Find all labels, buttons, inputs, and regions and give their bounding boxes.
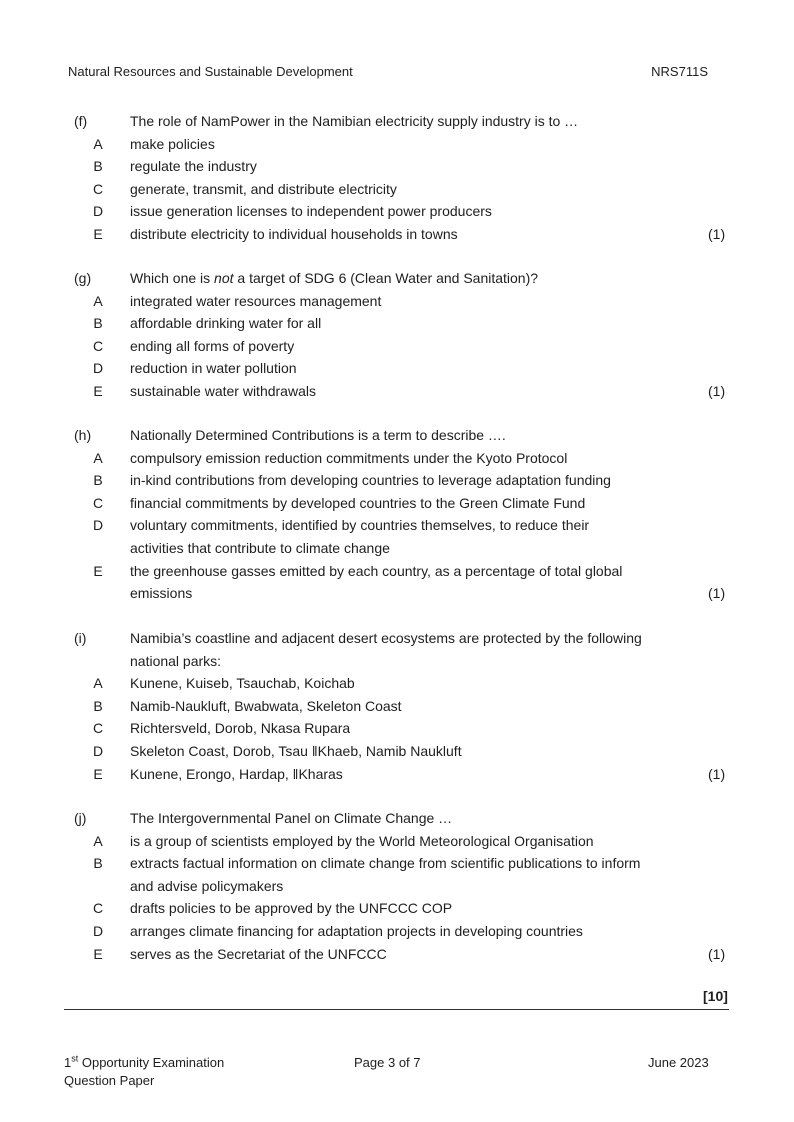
question-j: [0, 807, 794, 965]
option-e-continued: [0, 582, 794, 605]
option-a: [0, 672, 794, 695]
question-label: (h): [74, 427, 92, 443]
option-d: [0, 200, 794, 223]
option-letter: A: [93, 292, 103, 309]
question-stem: [0, 424, 794, 447]
option-text: drafts policies to be approved by the UNFCCC COP: [130, 900, 453, 917]
footer-date: June 2023: [648, 1055, 709, 1070]
option-text: sustainable water withdrawals: [130, 382, 316, 399]
option-text: emissions: [130, 585, 193, 602]
stem-line: national parks:: [130, 652, 222, 669]
option-e: [0, 223, 794, 246]
option-c: [0, 178, 794, 201]
option-letter: D: [92, 922, 104, 939]
marks: (1): [708, 585, 726, 602]
question-g: [0, 267, 794, 403]
question-label: (f): [74, 113, 88, 129]
option-letter: E: [93, 562, 103, 579]
option-text: voluntary commitments, identified by countries themselves, to reduce their: [130, 517, 590, 534]
option-letter: D: [92, 360, 104, 377]
stem-line: The Intergovernmental Panel on Climate Change …: [130, 810, 453, 826]
option-letter: E: [93, 225, 103, 242]
option-text: the greenhouse gasses emitted by each country, as a percentage of total global: [130, 562, 623, 579]
question-stem: [0, 267, 794, 290]
exam-number: 1: [64, 1055, 72, 1070]
option-text: compulsory emission reduction commitments under the Kyoto Protocol: [130, 449, 568, 466]
option-text: in-kind contributions from developing countries to leverage adaptation funding: [130, 472, 611, 489]
option-b: [0, 695, 794, 718]
question-stem: [0, 807, 794, 830]
marks: (1): [708, 225, 726, 242]
stem-part: Which one is: [130, 270, 215, 286]
option-b: [0, 155, 794, 178]
option-c: [0, 335, 794, 358]
option-letter: A: [93, 832, 103, 849]
option-e: [0, 763, 794, 786]
option-text: is a group of scientists employed by the World Meteorological Organisation: [130, 832, 594, 849]
question-stem-continued: [0, 650, 794, 673]
option-letter: B: [93, 855, 103, 872]
option-text: activities that contribute to climate change: [130, 539, 390, 556]
option-c: [0, 897, 794, 920]
stem-part: a target of SDG 6 (Clean Water and Sanitation)?: [233, 270, 539, 286]
question-f: [0, 110, 794, 246]
option-d: [0, 514, 794, 537]
question-label: (j): [74, 810, 87, 826]
stem-emphasis: not: [214, 270, 234, 286]
option-d-continued: [0, 537, 794, 560]
question-label: (g): [74, 270, 92, 286]
option-e: [0, 560, 794, 583]
option-text: Kunene, Erongo, Hardap, ǁKharas: [130, 765, 343, 782]
marks: (1): [708, 382, 726, 399]
option-letter: D: [92, 742, 104, 759]
exam-name: Opportunity Examination: [78, 1055, 225, 1070]
option-letter: B: [93, 315, 103, 332]
divider: [64, 1009, 729, 1010]
option-c: [0, 717, 794, 740]
stem-line: [130, 267, 538, 290]
option-text: Skeleton Coast, Dorob, Tsau ǁKhaeb, Namib Naukluft: [130, 742, 462, 759]
footer-exam: [64, 1054, 224, 1090]
stem-line: Nationally Determined Contributions is a term to describe ….: [130, 427, 506, 443]
question-label: (i): [74, 630, 87, 646]
option-letter: A: [93, 675, 103, 692]
option-d: [0, 357, 794, 380]
question-stem: [0, 110, 794, 133]
option-c: [0, 492, 794, 515]
option-text: make policies: [130, 135, 215, 152]
option-a: [0, 290, 794, 313]
footer-page-number: Page 3 of 7: [354, 1055, 421, 1070]
option-letter: A: [93, 449, 103, 466]
option-text: affordable drinking water for all: [130, 315, 322, 332]
option-a: [0, 830, 794, 853]
option-letter: E: [93, 765, 103, 782]
option-b-continued: [0, 875, 794, 898]
option-b: [0, 852, 794, 875]
option-text: issue generation licenses to independent power producers: [130, 203, 492, 220]
option-letter: C: [92, 900, 104, 917]
option-text: regulate the industry: [130, 158, 257, 175]
option-letter: C: [92, 494, 104, 511]
header-course-code: NRS711S: [651, 64, 708, 79]
option-text: Kunene, Kuiseb, Tsauchab, Koichab: [130, 675, 355, 692]
exam-ordinal: st: [71, 1053, 79, 1064]
option-text: integrated water resources management: [130, 292, 382, 309]
option-d: [0, 920, 794, 943]
option-text: generate, transmit, and distribute electricity: [130, 180, 397, 197]
option-letter: B: [93, 472, 103, 489]
option-text: distribute electricity to individual households in towns: [130, 225, 458, 242]
option-b: [0, 469, 794, 492]
question-i: [0, 627, 794, 785]
question-stem: [0, 627, 794, 650]
option-text: reduction in water pollution: [130, 360, 297, 377]
option-a: [0, 447, 794, 470]
option-text: and advise policymakers: [130, 877, 284, 894]
option-text: ending all forms of poverty: [130, 337, 295, 354]
option-letter: C: [92, 180, 104, 197]
option-letter: D: [92, 203, 104, 220]
footer-exam-line1: [64, 1054, 224, 1072]
option-text: extracts factual information on climate change from scientific publications to inform: [130, 855, 641, 872]
option-e: [0, 943, 794, 966]
header-title: Natural Resources and Sustainable Development: [68, 64, 353, 79]
option-letter: A: [93, 135, 103, 152]
option-d: [0, 740, 794, 763]
option-text: Richtersveld, Dorob, Nkasa Rupara: [130, 720, 351, 737]
option-b: [0, 312, 794, 335]
option-letter: D: [92, 517, 104, 534]
option-letter: B: [93, 697, 103, 714]
option-letter: E: [93, 382, 103, 399]
option-text: financial commitments by developed countries to the Green Climate Fund: [130, 494, 586, 511]
option-text: Namib-Naukluft, Bwabwata, Skeleton Coast: [130, 697, 402, 714]
option-e: [0, 380, 794, 403]
option-a: [0, 133, 794, 156]
stem-line: Namibia’s coastline and adjacent desert ecosystems are protected by the following: [130, 630, 642, 646]
option-text: serves as the Secretariat of the UNFCCC: [130, 945, 387, 962]
footer-exam-line2: Question Paper: [64, 1073, 155, 1088]
marks: (1): [708, 765, 726, 782]
option-letter: B: [93, 158, 103, 175]
question-h: [0, 424, 794, 605]
option-letter: C: [92, 337, 104, 354]
option-letter: C: [92, 720, 104, 737]
option-text: arranges climate financing for adaptation projects in developing countries: [130, 922, 583, 939]
stem-line: The role of NamPower in the Namibian electricity supply industry is to …: [130, 113, 579, 129]
marks: (1): [708, 945, 726, 962]
option-letter: E: [93, 945, 103, 962]
section-total: [10]: [703, 988, 728, 1004]
